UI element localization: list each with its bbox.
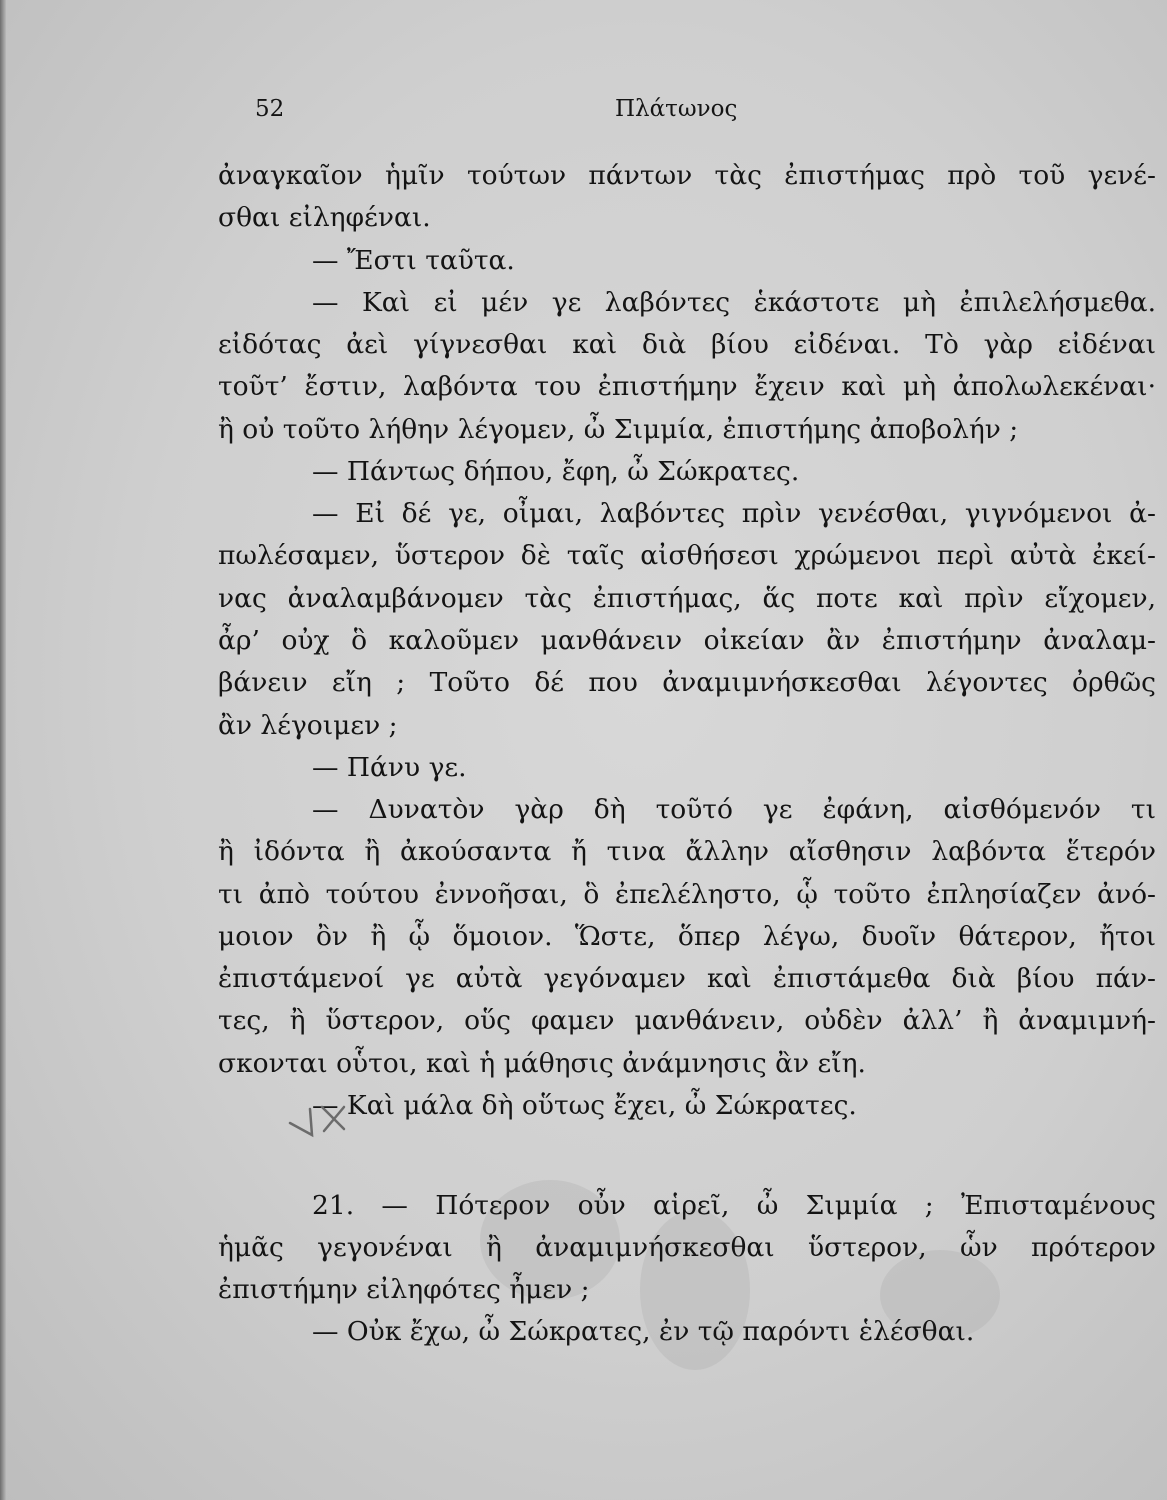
text-line: ἢ οὐ τοῦτο λήθην λέγομεν, ὦ Σιμμία, ἐπιστήμης ἀποβολήν ;: [218, 414, 1019, 445]
text-line: — Δυνατὸν γὰρ δὴ τοῦτό γε ἐφάνη, αἰσθόμενόν τι: [312, 794, 1156, 825]
text-line: βάνειν εἴη ; Τοῦτο δέ που ἀναμιμνήσκεσθαι λέγοντες ὀρθῶς: [218, 667, 1156, 698]
text-line: ἐπιστάμενοί γε αὐτὰ γεγόναμεν καὶ ἐπιστάμεθα διὰ βίου πάν-: [218, 963, 1156, 994]
text-line: ἐπιστήμην εἰληφότες ἦμεν ;: [218, 1274, 590, 1305]
text-line: — Ἔστι ταῦτα.: [312, 245, 515, 276]
text-line: ἆρ’ οὐχ ὃ καλοῦμεν μανθάνειν οἰκείαν ἂν ἐπιστήμην ἀναλαμ-: [218, 625, 1156, 656]
text-line: — Πάνυ γε.: [312, 752, 467, 783]
text-line: ἂν λέγοιμεν ;: [218, 710, 398, 741]
text-line: σθαι εἰληφέναι.: [218, 202, 431, 233]
text-line: — Οὐκ ἔχω, ὦ Σώκρατες, ἐν τῷ παρόντι ἑλέσθαι.: [312, 1316, 975, 1347]
text-line: — Καὶ εἰ μέν γε λαβόντες ἑκάστοτε μὴ ἐπιλελήσμεθα.: [312, 287, 1156, 318]
pencil-mark: [282, 1095, 352, 1143]
text-line: νας ἀναλαμβάνομεν τὰς ἐπιστήμας, ἅς ποτε καὶ πρὶν εἴχομεν,: [218, 583, 1156, 614]
page-header: [0, 96, 1167, 136]
text-line: εἰδότας ἀεὶ γίγνεσθαι καὶ διὰ βίου εἰδέναι. Τὸ γὰρ εἰδέναι: [218, 329, 1156, 360]
text-line: μοιον ὂν ἢ ᾧ ὅμοιον. Ὥστε, ὅπερ λέγω, δυοῖν θάτερον, ἤτοι: [218, 921, 1156, 952]
running-title: Πλάτωνος: [615, 96, 738, 122]
page-edge-shadow: [0, 0, 6, 1500]
text-line: 21. — Πότερον οὖν αἱρεῖ, ὦ Σιμμία ; Ἐπισταμένους: [312, 1190, 1156, 1221]
text-line: τες, ἢ ὕστερον, οὕς φαμεν μανθάνειν, οὐδὲν ἀλλ’ ἢ ἀναμιμνή-: [218, 1005, 1156, 1036]
text-line: τοῦτ’ ἔστιν, λαβόντα του ἐπιστήμην ἔχειν καὶ μὴ ἀπολωλεκέναι·: [218, 371, 1156, 402]
text-line: ἡμᾶς γεγονέναι ἢ ἀναμιμνήσκεσθαι ὕστερον, ὧν πρότερον: [218, 1232, 1156, 1263]
text-line: πωλέσαμεν, ὕστερον δὲ ταῖς αἰσθήσεσι χρώμενοι περὶ αὐτὰ ἐκεί-: [218, 540, 1156, 571]
page-number: 52: [255, 96, 285, 122]
text-line: — Πάντως δήπου, ἔφη, ὦ Σώκρατες.: [312, 456, 800, 487]
text-line: — Καὶ μάλα δὴ οὕτως ἔχει, ὦ Σώκρατες.: [312, 1090, 857, 1121]
text-line: ἀναγκαῖον ἡμῖν τούτων πάντων τὰς ἐπιστήμας πρὸ τοῦ γενέ-: [218, 160, 1156, 191]
text-line: τι ἀπὸ τούτου ἐννοῆσαι, ὃ ἐπελέληστο, ᾧ τοῦτο ἐπλησίαζεν ἀνό-: [218, 879, 1156, 910]
text-line: — Εἰ δέ γε, οἶμαι, λαβόντες πρὶν γενέσθαι, γιγνόμενοι ἀ-: [312, 498, 1156, 529]
text-line: ἢ ἰδόντα ἢ ἀκούσαντα ἤ τινα ἄλλην αἴσθησιν λαβόντα ἕτερόν: [218, 836, 1156, 867]
text-line: σκονται οὗτοι, καὶ ἡ μάθησις ἀνάμνησις ἂν εἴη.: [218, 1048, 866, 1079]
